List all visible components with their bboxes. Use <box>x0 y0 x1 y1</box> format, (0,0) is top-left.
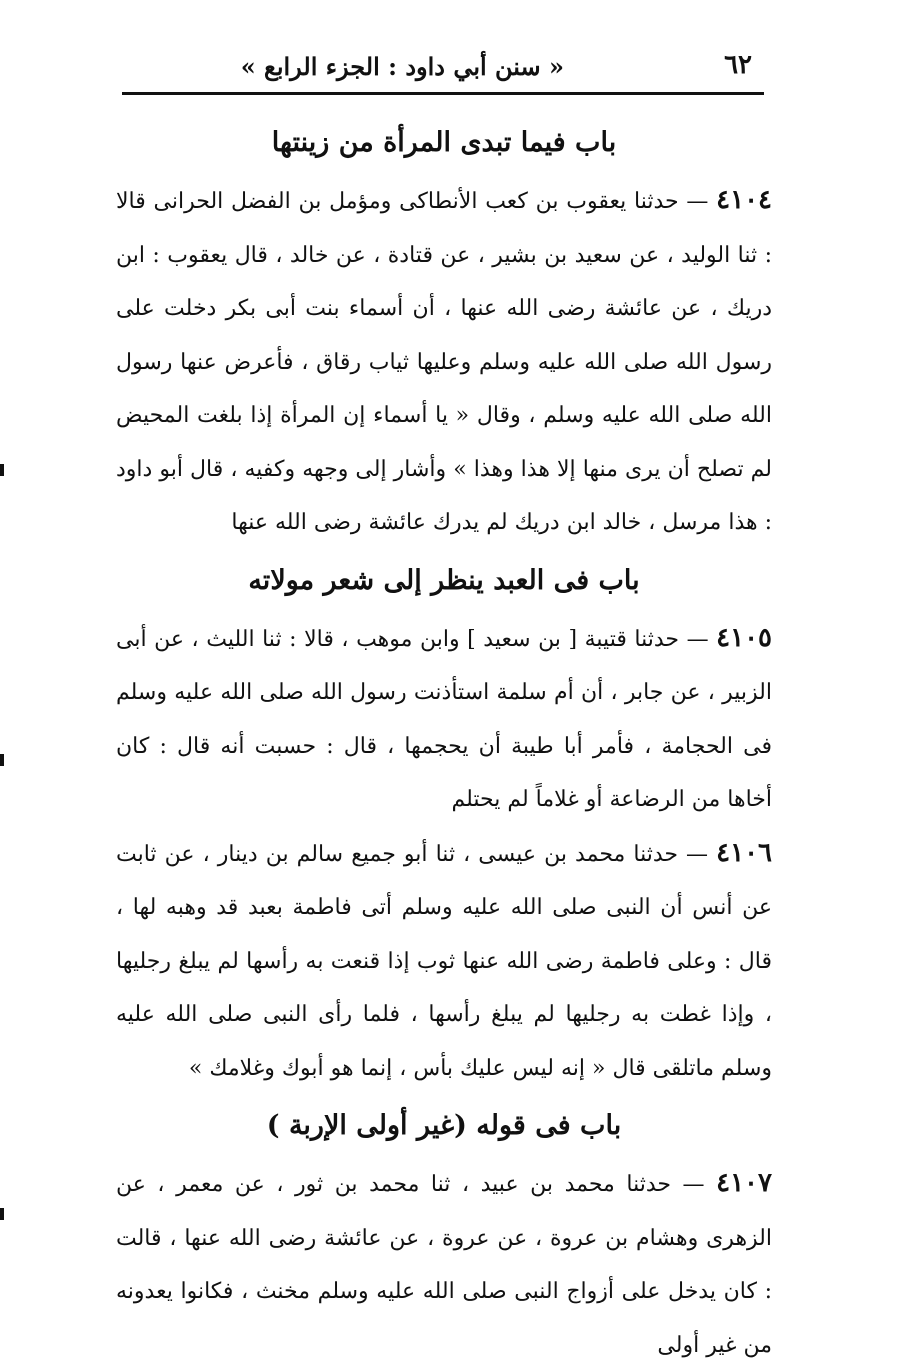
hadith-4107 <box>116 1157 772 1372</box>
page-number: ٦٢ <box>724 50 752 80</box>
chapter-title: باب فيما تبدى المرأة من زينتها <box>271 127 617 158</box>
hadith-text: — حدثنا محمد بن عيسى ، ثنا أبو جميع سالم بن دينار ، عن ثابت عن أنس أن النبى صلى الله عليه وسلم أتى فاطمة بعبد قد وهبه لها ، قال : وعلى فاطمة رضى الله عنها ثوب إذا قنعت به رأسها لم يبلغ رجليها ، وإذا غطت به رجليها لم يبلغ رأسها ، فلما رأى النبى صلى الله عليه وسلم ماتلقى قال « إنه ليس عليك بأس ، إنما هو أبوك وغلامك » <box>116 841 772 1081</box>
hadith-number: ٤١٠٥ <box>716 622 772 653</box>
hadith-4106 <box>116 827 772 1096</box>
chapter-title: باب فى قوله (غير أولى الإربة ) <box>266 1110 622 1141</box>
hadith-number: ٤١٠٦ <box>716 837 772 868</box>
scan-edge-mark <box>0 1208 4 1220</box>
hadith-text: — حدثنا محمد بن عبيد ، ثنا محمد بن ثور ، عن معمر ، عن الزهرى وهشام بن عروة ، عن عروة ، عن عائشة رضى الله عنها ، قالت : كان يدخل على أزواج النبى صلى الله عليه وسلم مخنث ، فكانوا يعدونه من غير أولى <box>116 1172 772 1358</box>
hadith-4104 <box>116 174 772 550</box>
running-title: « سنن أبي داود : الجزء الرابع » <box>240 52 564 81</box>
page-header <box>122 48 764 95</box>
hadith-text: — حدثنا قتيبة [ بن سعيد ] وابن موهب ، قالا : ثنا الليث ، عن أبى الزبير ، عن جابر ، أن أم سلمة استأذنت رسول الله صلى الله عليه وسلم فى الحجامة ، فأمر أبا طيبة أن يحجمها ، قال : حسبت أنه قال : كان أخاها من الرضاعة أو غلاماً لم يحتلم <box>116 626 772 812</box>
chapter-title: باب فى العبد ينظر إلى شعر مولاته <box>248 564 640 596</box>
page-body <box>116 112 772 1372</box>
hadith-number: ٤١٠٤ <box>716 185 772 215</box>
hadith-text: — حدثنا يعقوب بن كعب الأنطاكى ومؤمل بن الفضل الحرانى قالا : ثنا الوليد ، عن سعيد بن بشير ، عن قتادة ، عن خالد ، قال يعقوب : ابن دريك ، عن عائشة رضى الله عنها ، أن أسماء بنت أبى بكر دخلت على رسول الله صلى الله عليه وسلم وعليها ثياب رقاق ، فأعرض عنها رسول الله صلى الله عليه وسلم ، وقال « يا أسماء إن المرأة إذا بلغت المحيض لم تصلح أن يرى منها إلا هذا وهذا » وأشار إلى وجهه وكفيه ، قال أبو داود : هذا مرسل ، خالد ابن دريك لم يدرك عائشة رضى الله عنها <box>116 189 772 535</box>
hadith-4105 <box>116 612 772 827</box>
scan-edge-mark <box>0 464 4 476</box>
scan-edge-mark <box>0 754 4 766</box>
hadith-number: ٤١٠٧ <box>716 1168 772 1198</box>
